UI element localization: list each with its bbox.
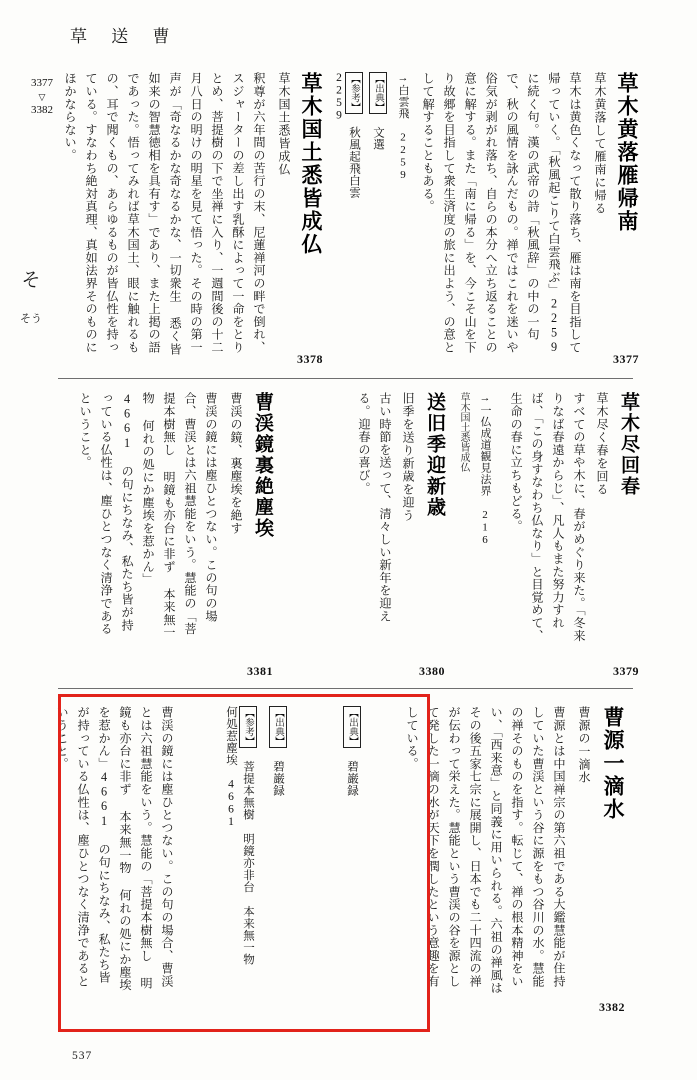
source-3382 [343,706,361,826]
headword-3382: 曹源一滴水 [601,706,625,821]
side-index-tab [14,268,48,326]
range-from: 3377 [31,77,53,89]
reference-3381 [223,706,257,986]
entry-number-3380: 3380 [419,664,445,678]
reference-text-3377: 秋風起飛白雲 2259 [333,72,360,199]
reading-3381: 曹渓の鏡、裏塵埃を絶す [229,392,243,535]
body-3377: 草木は黄色くなって散り落ち、雁は南を目指して帰っていく。「秋風起こりて白雲飛ぶ」2259に続く句。漢の武帝の詩「秋風辞」の中の一句で、秋の風情を詠んだもの。禅ではこれを迷いや俗気が剥がれ落ち、自らの本分へ立ち返ることの意に解する。また「南に帰る」を、今こそ山を下り故郷を目指して衆生済度の旅に出よう、の意として解することもある。 [421,72,582,355]
side-index-reading: そう [20,312,42,325]
body-3379: すべての草や木に、春がめぐり来た。「冬来りなば春遠からじ」、凡人もまた努力すれば、「この身すなわち仏なり」と目覚めて、生命の春に立ちもどる。 [509,392,586,642]
headword-3379: 草木尽回春 [618,392,639,497]
source-tag-3377: 【出典】 [369,72,387,114]
side-index-kana: そ [21,270,41,291]
band-divider-1 [58,378,633,379]
headword-3380: 送旧季迎新歳 [424,392,445,518]
entry-number-3381: 3381 [247,664,273,678]
xref-3377: →白雲飛 2259 [397,72,409,182]
note-3378: 草木国土悉皆成仏 [458,392,469,472]
entry-number-3379: 3379 [613,664,639,678]
body-3378: 釈尊が六年間の苦行の末、尼蓮禅河の畔で倒れ、スジャーターの差し出す乳酥によって一命をとりとめ、菩提樹の下で坐禅に入り、一週間後の十二月八日の明けの明星を見て悟った。その時の第一声が「奇なるかな奇なるかな、一切衆生 悉く皆如来の智慧徳相を具有す」であり、また上掲の語であった。悟ってみれば草木国土、眼に触れるもの、耳で聞くもの、あらゆるものが皆仏性を持っている。すなわち絶対真理、真如法界そのものにほかならない。 [63,72,266,356]
reference-3377 [333,72,363,247]
band-divider-2 [58,688,633,689]
page-header: 草 送 曹 [70,27,180,46]
body-3381: 曹渓の鏡には塵ひとつない。この句の場合、曹渓とは六祖慧能をいう。慧能の「菩提本樹無し 明鏡も亦台に非ず 本来無一物 何れの処にか塵埃を惹かん」4661 の句にちなみ、私たち皆が持っている仏性は、塵ひとつなく清浄であるということ。 [78,392,218,639]
range-triangle-icon: ▽ [38,91,46,102]
source-text-3382: 碧巌録 [346,760,358,797]
body-3381-cont: 曹渓の鏡には塵ひとつない。この句の場合、曹渓とは六祖慧能をいう。慧能の「菩提本樹無し 明鏡も亦台に非ず 本来無一物 何れの処にか塵埃を惹かん」4661 の句にちなみ、私たち皆が持っている仏性は、塵ひとつなく清浄であるということ。 [55,706,174,992]
entry-range-marker [22,76,62,118]
source-tag-3382: 【出典】 [343,706,361,748]
entry-number-3378: 3378 [297,352,323,366]
reference-tag-3377: 【参考】 [345,72,363,114]
body-3382: 曹源とは中国禅宗の第六祖である大鑑慧能が住持していた曹渓という谷に源をもつ谷川の水。慧能の禅そのものを指す。転じて、禅の根本精神をいい、「西来意」と同義に用いられる。六祖の禅風はその後五家七宗に展開し、日本でも二十四流の禅が伝わって栄えた。慧能という曹渓の谷を源として発した一滴の水が天下を潤したという意趣を有している。 [405,706,566,995]
reading-3379: 草木尽く春を回る [595,392,609,496]
reading-3380: 旧季を送り新歳を迎う [401,392,415,522]
source-tag-3381: 【出典】 [269,706,287,748]
reference-text-3381: 菩提本無樹 明鏡亦非台 本来無一物 何処惹塵埃 4661 [225,706,254,966]
reference-tag-3381: 【参考】 [239,706,257,748]
entry-number-3377: 3377 [613,352,639,366]
source-text-3381: 碧巌録 [272,760,284,797]
range-to: 3382 [31,103,53,116]
reading-3377: 草木黄落して雁南に帰る [593,72,607,215]
headword-3378: 草木国土悉皆成仏 [299,72,323,256]
folio-number: 537 [72,1050,93,1062]
reading-3378: 草木国土悉皆成仏 [277,72,291,176]
xref-3378: →一仏成道観見法界 216 [479,392,491,547]
source-text-3377: 文選 [372,126,384,151]
reading-3382: 曹源の一滴水 [577,706,591,784]
headword-3377: 草木黄落雁帰南 [615,72,639,233]
entry-number-3382: 3382 [599,1000,625,1014]
body-3380: 古い時節を送って、清々しい新年を迎える。迎春の喜び。 [357,392,392,623]
headword-3381: 曹渓鏡裏絶塵埃 [252,392,273,539]
source-3381 [269,706,287,826]
source-3377 [369,72,387,192]
